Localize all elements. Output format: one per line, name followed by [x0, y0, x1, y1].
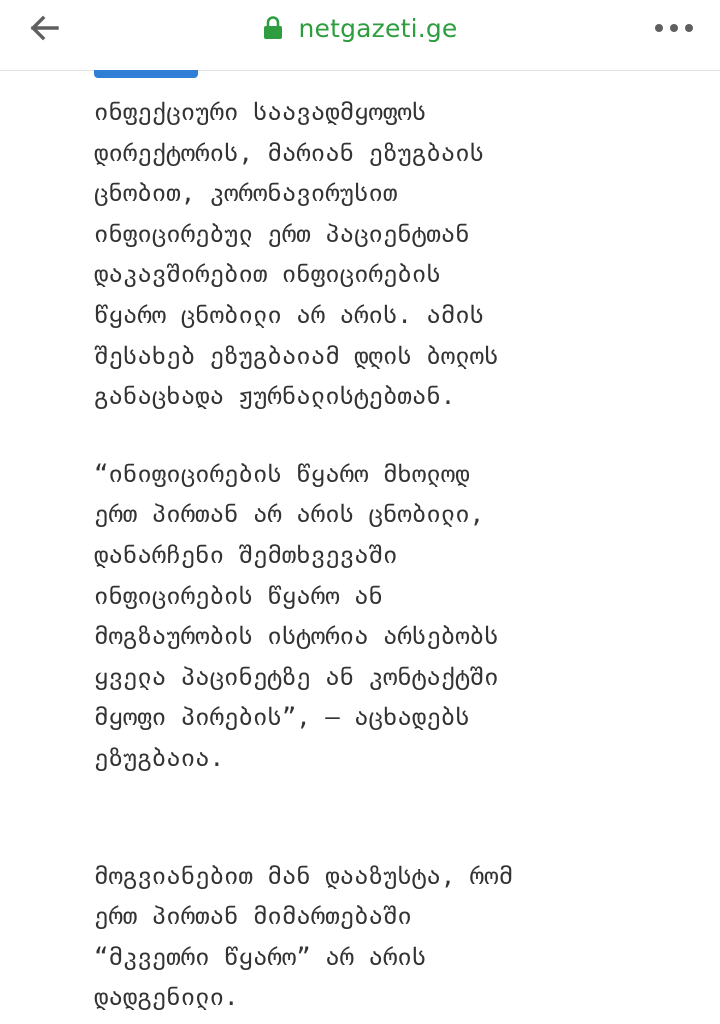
text-line: მოგვიანებით მან დააზუსტა, რომ — [94, 861, 514, 890]
text-line: დირექტორის, მარიან ეზუგბაის — [94, 138, 485, 167]
browser-toolbar — [0, 0, 720, 71]
text-line: შესახებ ეზუგბაიამ დღის ბოლოს — [94, 341, 499, 370]
paragraph-2-quote — [94, 454, 694, 779]
text-line: ეზუგბაია. — [94, 743, 225, 772]
text-line: ყველა პაცინეტზე ან კონტაქტში — [94, 662, 499, 691]
text-line: წყარო ცნობილი არ არის. ამის — [94, 300, 485, 329]
text-line: ერთ პირთან არ არის ცნობილი, — [94, 500, 485, 529]
text-line: ინფიცირებულ ერთ პაციენტთან — [94, 219, 470, 248]
paragraph-1 — [94, 92, 694, 417]
text-line: დანარჩენი შემთხვევაში — [94, 540, 398, 569]
text-line: მყოფი პირების”, – აცხადებს — [94, 703, 470, 732]
paragraph-3 — [94, 856, 694, 1018]
lock-icon — [262, 15, 284, 41]
text-line: დაკავშირებით ინფიცირების — [94, 260, 441, 289]
more-vert-icon — [654, 22, 694, 34]
text-line: ცნობით, კორონავირუსით — [94, 179, 398, 208]
more-options-button[interactable] — [652, 12, 696, 44]
text-line: დადგენილი. — [94, 983, 239, 1012]
text-line: ინფექციური საავადმყოფოს — [94, 98, 427, 126]
address-bar[interactable] — [0, 10, 720, 46]
text-line: “ინიფიცირების წყარო მხოლოდ — [94, 459, 470, 488]
article-body — [94, 92, 694, 1018]
text-line: მოგზაურობის ისტორია არსებობს — [94, 622, 499, 651]
header-accent-strip — [94, 70, 198, 78]
text-line: ერთ პირთან მიმართებაში — [94, 902, 412, 931]
text-line: “მკვეთრი წყარო” არ არის — [94, 942, 427, 971]
text-line: ინფიცირების წყარო ან — [94, 581, 383, 610]
text-line: განაცხადა ჟურნალისტებთან. — [94, 382, 456, 411]
url-text: netgazeti.ge — [298, 13, 458, 43]
